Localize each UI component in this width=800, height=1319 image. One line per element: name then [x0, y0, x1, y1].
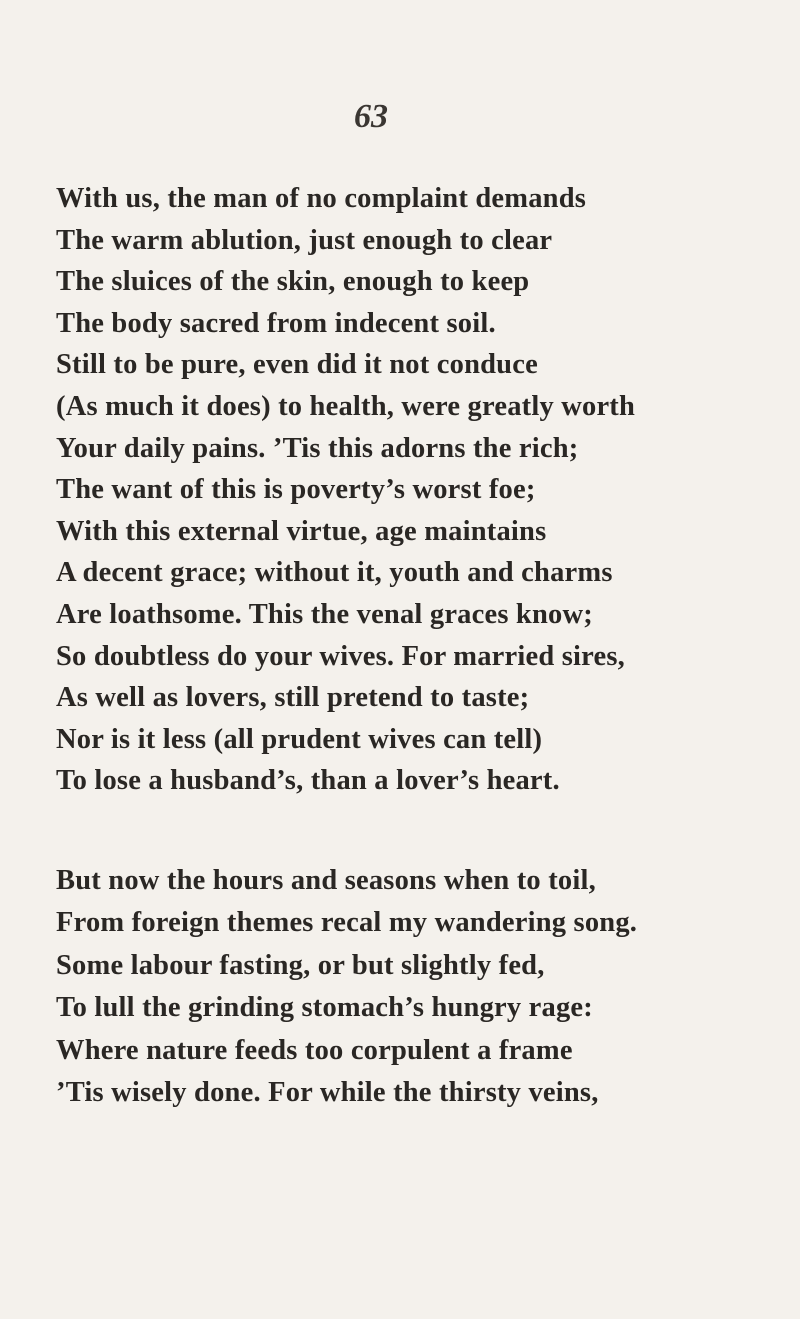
- poem-line: To lull the grinding stomach’s hungry rage:: [56, 992, 593, 1024]
- poem-line: The warm ablution, just enough to clear: [56, 224, 553, 256]
- poem-line: Still to be pure, even did it not conduce: [56, 349, 538, 381]
- poem-line: So doubtless do your wives. For married sires,: [56, 640, 625, 672]
- poem-line: With us, the man of no complaint demands: [56, 183, 587, 214]
- page-number: 63: [354, 98, 388, 135]
- poem-line: But now the hours and seasons when to toil,: [56, 865, 596, 896]
- poem-line: ’Tis wisely done. For while the thirsty veins,: [56, 1076, 599, 1108]
- poem-line: Are loathsome. This the venal graces know;: [56, 598, 593, 630]
- stanza-2: [56, 860, 637, 1114]
- poem-line: To lose a husband’s, than a lover’s heart.: [56, 765, 560, 797]
- poem-line: From foreign themes recal my wandering song.: [56, 907, 638, 939]
- poem-line: The body sacred from indecent soil.: [56, 307, 496, 339]
- poem-line: As well as lovers, still pretend to taste;: [56, 682, 530, 714]
- poem-line: Your daily pains. ’Tis this adorns the rich;: [56, 432, 579, 464]
- poem-line: A decent grace; without it, youth and charms: [56, 557, 613, 589]
- stanza-1: [56, 178, 635, 802]
- poem-line: Where nature feeds too corpulent a frame: [56, 1034, 573, 1066]
- poem-line: Some labour fasting, or but slightly fed,: [56, 949, 545, 981]
- poem-line: The want of this is poverty’s worst foe;: [56, 474, 536, 506]
- poem-line: The sluices of the skin, enough to keep: [56, 266, 530, 298]
- poem-line: Nor is it less (all prudent wives can tell): [56, 723, 543, 755]
- poem-line: (As much it does) to health, were greatly worth: [56, 390, 636, 422]
- poem-line: With this external virtue, age maintains: [56, 515, 547, 547]
